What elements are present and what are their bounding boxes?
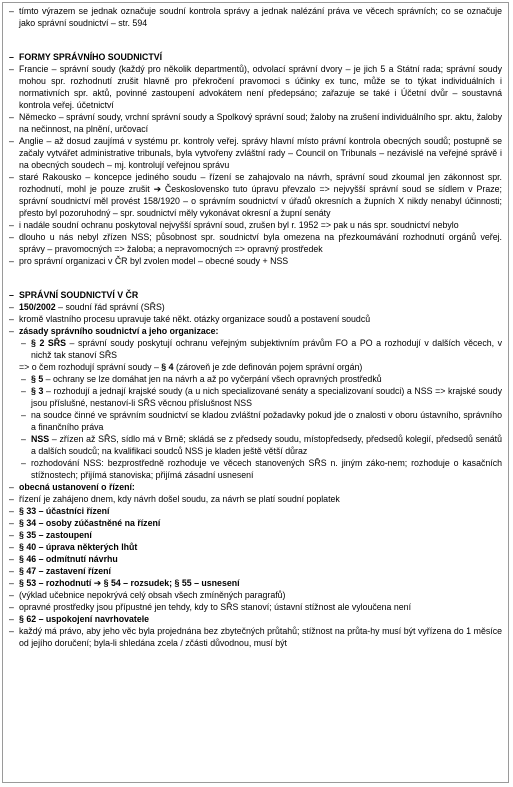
list-item: – Anglie – až dosud zaujímá v systému pr. kontroly veřej. správy hlavní místo právní kontrola obecných soudů; postupně se začaly vytvářet administrative tribunals, byla vytvořeny zvláštní rady – Council on Tribunals – nezávislé na veřejné správě i na obecných soudech – mj. kontrolují veřejnou správu — [9, 136, 502, 170]
list-item: – § 46 – odmítnutí návrhu — [9, 554, 118, 564]
list-item: – § 62 – uspokojení navrhovatele — [9, 614, 150, 624]
list-continuation: => o čem rozhodují správní soudy – § 4 (zároveň je zde definován pojem správní orgán) — [19, 362, 363, 372]
intro-paragraph: – tímto výrazem se jednak označuje soudní kontrola správy a jednak nalézání práva ve věcech správních; co se označuje jako správní soudnictví – str. 594 — [9, 6, 502, 28]
list-item: – § 35 – zastoupení — [9, 530, 92, 540]
list-item: – kromě vlastního procesu upravuje také někt. otázky organizace soudů a postavení soudců — [9, 314, 371, 324]
spacer — [9, 267, 502, 279]
list-item: – na soudce činné ve správním soudnictví se kladou zvláštní požadavky pokud jde o znalosti v oboru ústavního, správního a finančního práva — [21, 410, 502, 432]
list-item: – § 40 – úprava některých lhůt — [9, 542, 138, 552]
list-item: – opravné prostředky jsou přípustné jen tehdy, kdy to SŘS stanoví; ústavní stížnost ale vyloučena není — [9, 602, 412, 612]
subheading-principles: – zásady správního soudnictví a jeho organizace: — [9, 326, 219, 336]
list-item: – § 53 – rozhodnutí ➔ § 54 – rozsudek; § 55 – usnesení — [9, 578, 240, 588]
spacer — [9, 29, 502, 41]
list-item: – § 47 – zastavení řízení — [9, 566, 111, 576]
arrow-icon: ➔ — [93, 578, 102, 588]
subheading-general: – obecná ustanovení o řízení: — [9, 482, 135, 492]
list-item: – i nadále soudní ochranu poskytoval nejvyšší správní soud, zrušen byl r. 1952 => pak u nás spr. soudnictví nebylo — [9, 220, 459, 230]
list-item: – § 33 – účastníci řízení — [9, 506, 110, 516]
list-item: – pro správní organizaci v ČR byl zvolen model – obecné soudy + NSS — [9, 256, 289, 266]
spacer — [9, 279, 502, 289]
list-item: – staré Rakousko – koncepce jediného soudu – řízení se zahajovalo na návrh, správní soud zkoumal jen zákonnost spr. rozhodnutí, mohl je pouze zrušit ➔ Československo tuto úpravu převzalo => nejvyšší správní soud se sídlem v Praze; správní soudnictví měl provést 158/1920 – o správním soudnictví v úřadů okresních a župních X nikdy nenabyl účinnosti; přesto byl pozoruhodný – spr. soudnictví měly vykonávat okresní a župní senáty — [9, 172, 502, 218]
spacer — [9, 41, 502, 51]
list-item: – každý má právo, aby jeho věc byla projednána bez zbytečných průtahů; stížnost na průta-hy musí být vyřízena do 1 měsíce od jejího doručení; byla-li shledána zcela / zčásti důvodnou, musí být — [9, 626, 502, 648]
list-item: – dlouho u nás nebyl zřízen NSS; působnost spr. soudnictví byla omezena na přezkoumávání rozhodnutí orgánů veřej. správy – pravomocných => žaloba; a nepravomocných => opravný prostředek — [9, 232, 502, 254]
list-item: – § 5 – ochrany se lze domáhat jen na návrh a až po vyčerpání všech opravných prostředků — [21, 374, 382, 384]
list-item: – § 34 – osoby zúčastněné na řízení — [9, 518, 161, 528]
list-item: – Francie – správní soudy (každý pro několik departmentů), odvolací správní dvory – je jich 5 a Státní rada; správní soudy mohou spr. rozhodnutí zrušit hlavně pro překročení pravomoci s účinky ex tunc, může se to týkat individuálních i normativních spr. aktů, povinné zastoupení advokátem není předepsáno; zařazuje se také i Účetní dvůr – soustavná kontrola veřej. účetnictví — [9, 64, 502, 110]
document-page — [2, 2, 509, 783]
section-heading-czech: – SPRÁVNÍ SOUDNICTVÍ V ČR — [9, 290, 139, 300]
law-reference: – 150/2002 – soudní řád správní (SŘS) — [9, 302, 165, 312]
list-item: – řízení je zahájeno dnem, kdy návrh došel soudu, za návrh se platí soudní poplatek — [9, 494, 340, 504]
list-item: – rozhodování NSS: bezprostředně rozhoduje ve věcech stanovených SŘS n. jiným záko-nem; rozhoduje o kasačních stížnostech; přijímá stanoviska; přijímá zásadní usnesení — [21, 458, 502, 480]
list-item: – NSS – zřízen až SŘS, sídlo má v Brně; skládá se z předsedy soudu, místopředsedy, předsedů kolegií, předsedů senátů a dalších soudců; na kvalifikaci soudců NSS je kladen ještě větší důraz — [21, 434, 502, 456]
list-item: – Německo – správní soudy, vrchní správní soudy a Spolkový správní soud; žaloby na zrušení individuálního spr. aktu, žaloby na nečinnost, na plnění, určovací — [9, 112, 502, 134]
list-item: – § 3 – rozhodují a jednají krajské soudy (a u nich specializované senáty a specializovaní soudci) a NSS => krajské soudy jsou příslušné, nestanoví-li SŘS věcnou příslušnost NSS — [21, 386, 502, 408]
list-item: – § 2 SŘS – správní soudy poskytují ochranu veřejným subjektivním právům FO a PO a rozhodují v dalších věcech, v nichž tak stanoví SŘS — [21, 338, 503, 360]
section-heading-forms: – FORMY SPRÁVNÍHO SOUDNICTVÍ — [9, 52, 163, 62]
list-item: – (výklad učebnice nepokrývá celý obsah všech zmíněných paragrafů) — [9, 590, 286, 600]
